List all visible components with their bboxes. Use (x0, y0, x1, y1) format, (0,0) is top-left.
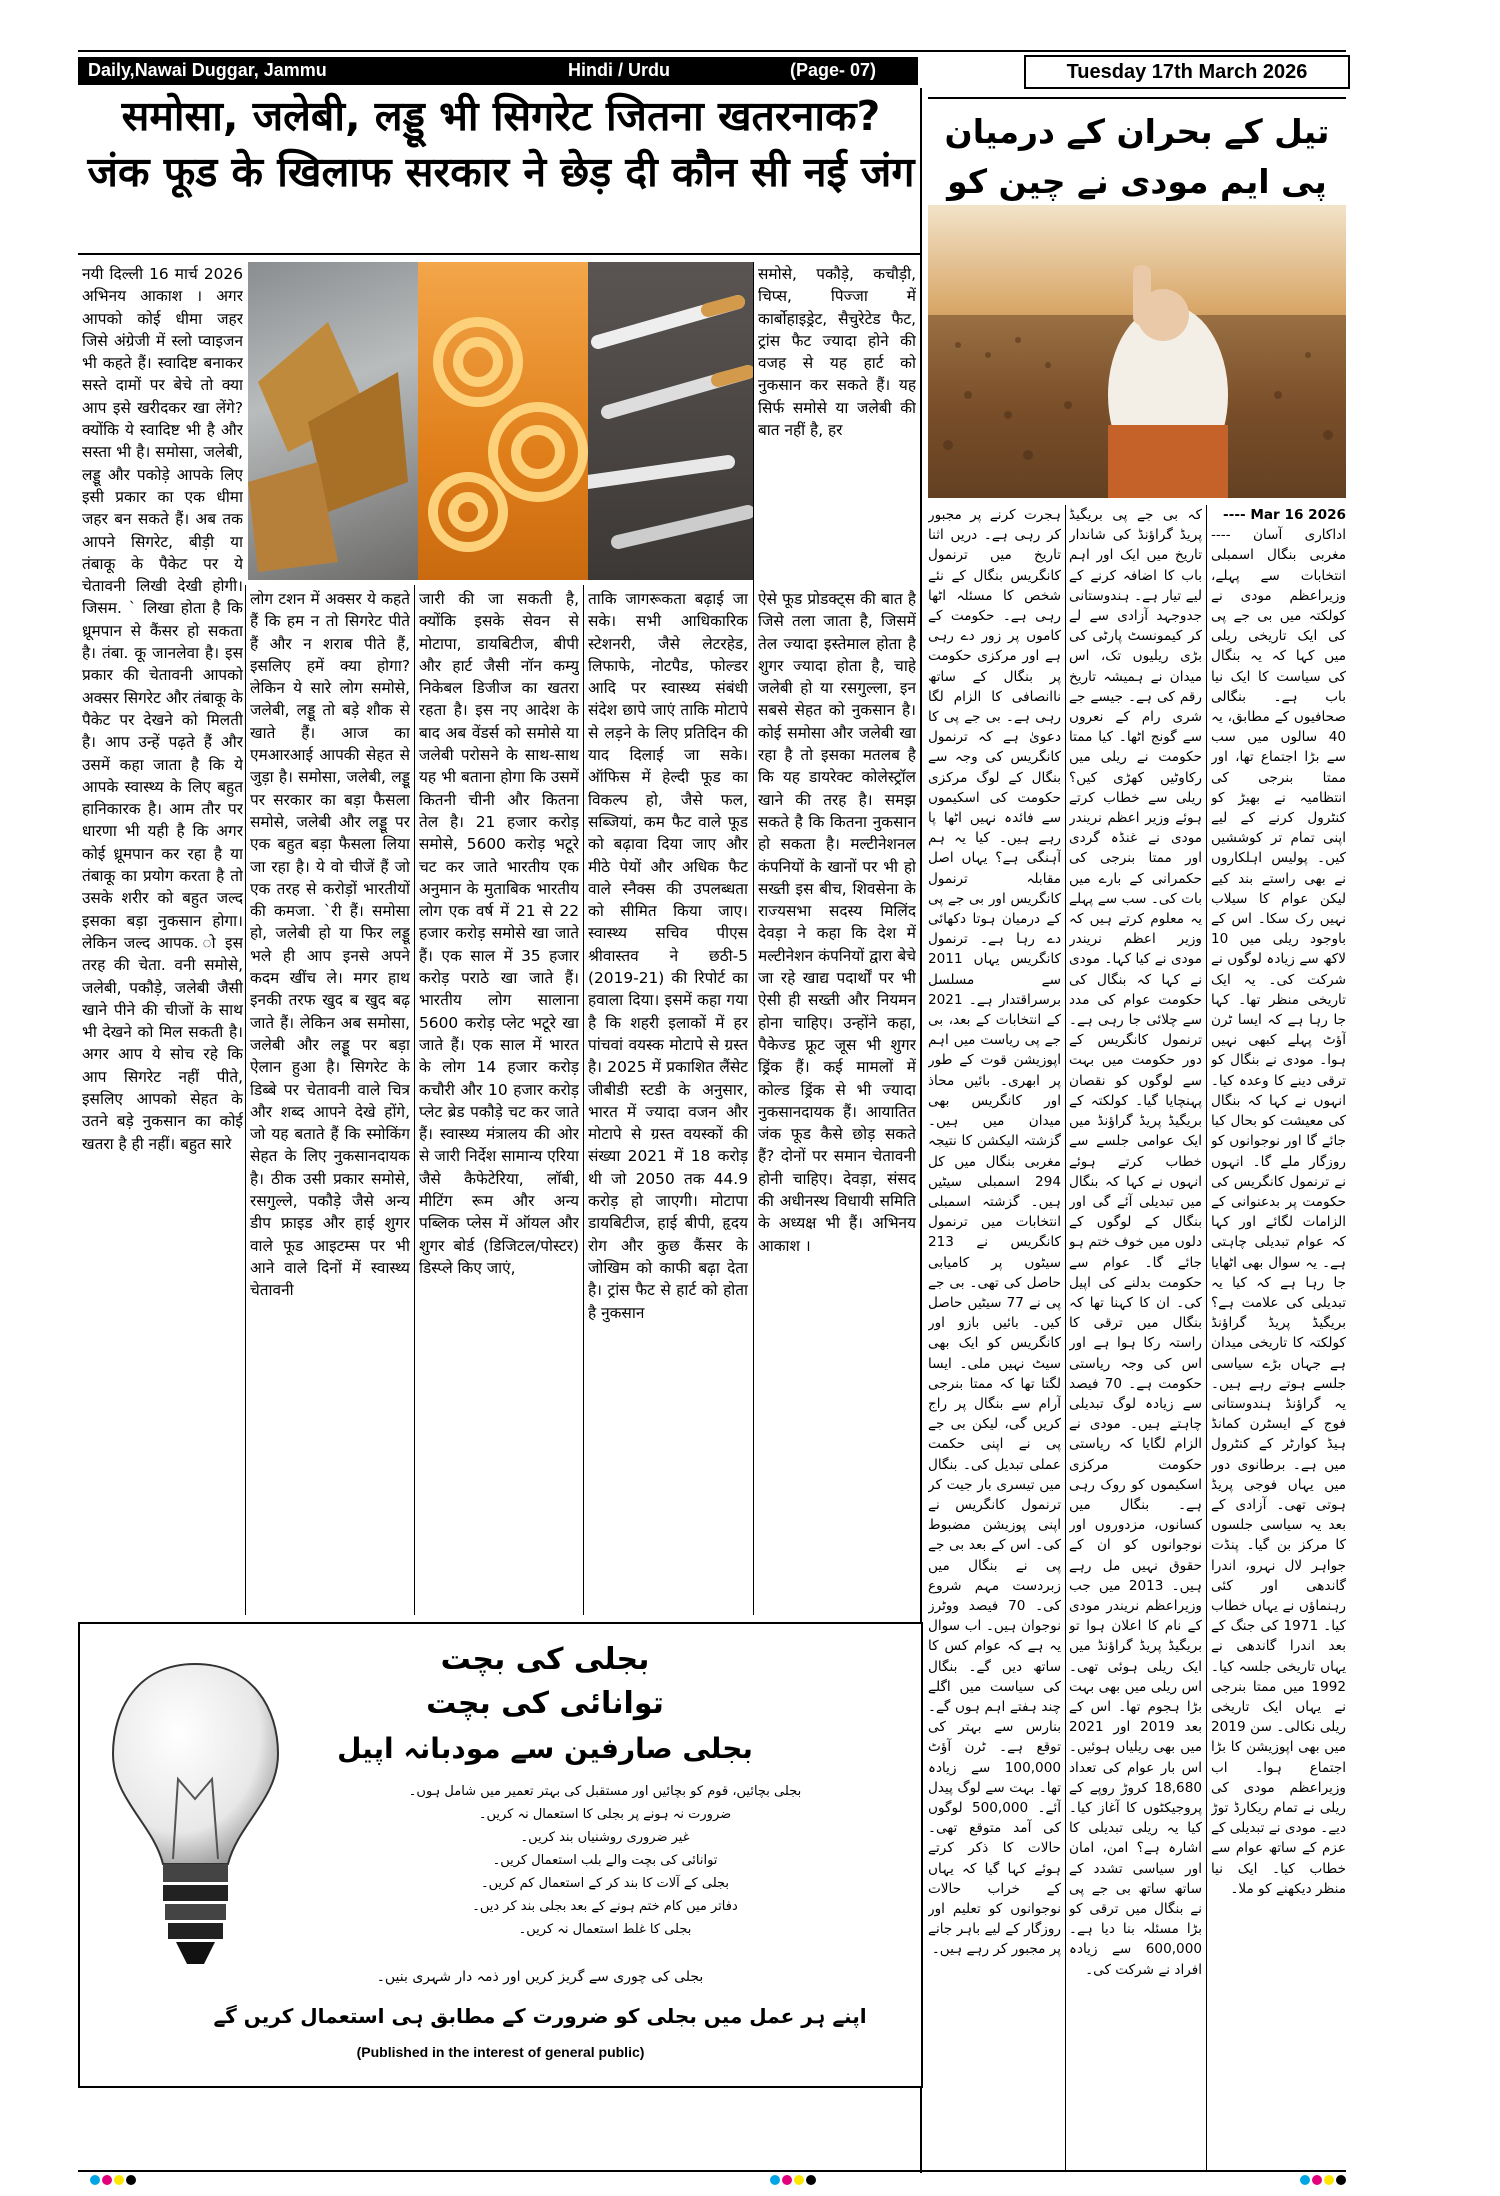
headline-rule (78, 253, 920, 255)
column-rule (1065, 505, 1066, 2170)
column-rule (753, 262, 754, 1615)
cigarette-photo (588, 262, 753, 580)
ad-line-1: بجلی کی بچت (440, 1642, 650, 1677)
hindi-column-1: नयी दिल्ली 16 मार्च 2026 अभिनय आकाश । अगर आपको कोई धीमा जहर जिसे अंग्रेजी में स्लो प्वाइजन भी कहते हैं। स्वादिष्ट बनाकर सस्ते दामों पर बेचे तो क्या आप इसे खरीदकर खा लेंगे? क्योंकि ये स्वादिष्ट भी है और सस्ता भी है। समोसा, जलेबी, लड्डू और पकोड़े आपके लिए इसी प्रकार का एक धीमा जहर बन सकते हैं। अब तक आपने सिगरेट, बीड़ी या तंबाकू के पैकेट पर ये चेतावनी लिखी देखी होगी। जिसम. ` लिखा होता है कि ध्रूमपान से कैंसर हो सकता है। तंबा. कू जानलेवा है। इस प्रकार की चेतावनी आपको अक्सर सिगरेट और तंबाकू के पैकेट पर देखने को मिलती है। आप उन्हें पढ़ते हैं और उसमें कहा जाता है कि ये आपके स्वास्थ्य के लिए बहुत हानिकारक है। आम तौर पर धारणा भी यही है कि अगर कोई ध्रूमपान कर रहा है या तंबाकू का प्रयोग करता है तो उसके शरीर को बहुत जल्द इसका बड़ा नुकसान होगा। लेकिन जल्द आपक. ो इस तरह की चेता. वनी समोसे, जलेबी, पकौड़े, जलेबी जैसी खाने पीने की चीजों के साथ भी देखने को मिल सकती है। अगर आप ये सोच रहे कि आप सिगरेट नहीं पीते, इसलिए आपको सेहत के उतने बड़े नुकसान का कोई खतरा है ही नहीं। बहुत सारे (82, 265, 243, 1153)
ad-bullet: بجلی بچائیں، قوم کو بچائیں اور مستقبل کی بہتر تعمیر میں شامل ہوں۔ (408, 1784, 802, 1799)
hindi-column-4: ताकि जागरूकता बढ़ाई जा सके। सभी आधिकारिक स्टेशनरी, जैसे लेटरहेड, लिफाफे, नोटपैड, फोल्डर आदि पर स्वास्थ्य संबंधी संदेश छापे जाएं ताकि मोटापे से लड़ने के लिए प्रतिदिन की याद दिलाई जा सके। ऑफिस में हेल्दी फूड का विकल्प हो, जैसे फल, सब्जियां, कम फैट वाले फूड को बढ़ावा दिया जाए और मीठे पेयों और अधिक फैट वाले स्नैक्स की उपलब्धता को सीमित किया जाए। स्वास्थ्य सचिव पीएस श्रीवास्तव ने छठी-5 (2019-21) की रिपोर्ट का हवाला दिया। इसमें कहा गया है कि शहरी इलाकों में हर पांचवां वयस्क मोटापे से ग्रस्त है। 2025 में प्रकाशित लैंसेट जीबीडी स्टडी के अनुसार, भारत में ज्यादा वजन और मोटापे से ग्रस्त वयस्कों की संख्या 2021 में 18 करोड़ थी जो 2050 तक 44.9 करोड़ हो जाएगी। मोटापा डायबिटीज, हाई बीपी, हृदय रोग और कुछ कैंसर के जोखिम को काफी बढ़ा देता है। ट्रांस फैट से हार्ट को होता है नुकसान (588, 590, 748, 1322)
urdu-column-1-text: اداکاری آسان ---- مغربی بنگال اسمبلی انتخابات سے پہلے، وزیراعظم مودی نے کولکتہ میں بی جے پی کی ایک تاریخی ریلی میں کہا کہ یہ بنگال کی سیاست کا ایک نیا باب ہے۔ بنگالی صحافیوں کے مطابق، یہ 40 سالوں میں سب سے بڑا اجتماع تھا، اور ممتا بنرجی کی انتظامیہ نے بھیڑ کو کنٹرول کرنے کے لیے اپنی تمام تر کوششیں کیں۔ پولیس اہلکاروں نے بھی راستے بند کیے لیکن عوام کا سیلاب نہیں رک سکا۔ اس کے باوجود ریلی میں 10 لاکھ سے زیادہ لوگوں نے شرکت کی۔ یہ ایک تاریخی منظر تھا۔ کہا جا رہا ہے کہ ایسا ٹرن آؤٹ پہلے کبھی نہیں ہوا۔ مودی نے بنگال کو ترقی دینے کا وعدہ کیا۔ انہوں نے کہا کہ بنگال کی معیشت کو بحال کیا جائے گا اور نوجوانوں کو روزگار ملے گا۔ انہوں نے ترنمول کانگریس کی حکومت پر بدعنوانی کے الزامات لگائے اور کہا کہ عوام تبدیلی چاہتی ہے۔ یہ سوال بھی اٹھایا جا رہا ہے کہ کیا یہ تبدیلی کی علامت ہے؟ بریگیڈ پریڈ گراؤنڈ کولکتہ کا تاریخی میدان ہے جہاں بڑے سیاسی جلسے ہوتے رہے ہیں۔ یہ گراؤنڈ ہندوستانی فوج کے ایسٹرن کمانڈ ہیڈ کوارٹر کے کنٹرول میں ہے۔ برطانوی دور میں یہاں فوجی پریڈ ہوتی تھی۔ آزادی کے بعد یہ سیاسی جلسوں کا مرکز بن گیا۔ پنڈت جواہر لال نہرو، اندرا گاندھی اور کئی رہنماؤں نے یہاں خطاب کیا۔ 1971 کی جنگ کے بعد اندرا گاندھی نے یہاں تاریخی جلسہ کیا۔ 1992 میں ممتا بنرجی نے یہاں ایک تاریخی ریلی نکالی۔ سن 2019 میں بھی اپوزیشن کا بڑا اجتماع ہوا۔ اب وزیراعظم مودی کی ریلی نے تمام ریکارڈ توڑ دیے۔ مودی نے تبدیلی کے عزم کے ساتھ عوام سے خطاب کیا۔ ایک نیا منظر دیکھنے کو ملا۔ (1211, 527, 1346, 1897)
cmyk-marks (90, 2175, 136, 2185)
rally-photo (928, 205, 1346, 498)
urdu-column-3: ہجرت کرنے پر مجبور کر رہی ہے۔ دریں اثنا تاریخ میں ترنمول کانگریس بنگال کے نئے شخص کا مسئلہ اٹھا رہی ہے۔ حکومت کے کاموں پر زور دے رہی ہے اور مرکزی حکومت پر بنگال کے ساتھ ناانصافی کا الزام لگا رہی ہے۔ بی جے پی کا دعویٰ ہے کہ ترنمول کانگریس کی وجہ سے بنگال کے لوگ مرکزی حکومت کی اسکیموں سے فائدہ نہیں اٹھا پا رہے ہیں۔ کیا یہ ہم آہنگی ہے؟ یہاں اصل مقابلہ ترنمول کانگریس اور بی جے پی کے درمیان ہوتا دکھائی دے رہا ہے۔ ترنمول کانگریس یہاں 2011 سے مسلسل برسراقتدار ہے۔ 2021 کے انتخابات کے بعد، بی جے پی ریاست میں اہم اپوزیشن قوت کے طور پر ابھری۔ بائیں محاذ اور کانگریس بھی میدان میں ہیں۔ گزشتہ الیکشن کا نتیجہ مغربی بنگال میں کل 294 اسمبلی سیٹیں ہیں۔ گزشتہ اسمبلی انتخابات میں ترنمول کانگریس نے 213 سیٹوں پر کامیابی حاصل کی تھی۔ بی جے پی نے 77 سیٹیں حاصل کیں۔ بائیں بازو اور کانگریس کو ایک بھی سیٹ نہیں ملی۔ ایسا لگتا تھا کہ ممتا بنرجی آرام سے بنگال پر راج کریں گی، لیکن بی جے پی نے اپنی حکمت عملی تبدیل کی۔ بنگال میں تیسری بار جیت کر ترنمول کانگریس نے اپنی پوزیشن مضبوط کی۔ اس کے بعد بی جے پی نے بنگال میں زبردست مہم شروع کی۔ 70 فیصد ووٹرز نوجوان ہیں۔ اب سوال یہ ہے کہ عوام کس کا ساتھ دیں گے۔ بنگال کی سیاست میں اگلے چند ہفتے اہم ہوں گے۔ بنارس سے بہتر کی توقع ہے۔ ٹرن آؤٹ 100,000 سے زیادہ تھا۔ بہت سے لوگ پیدل آئے۔ 500,000 لوگوں کی آمد متوقع تھی۔ حالات کا ذکر کرتے ہوئے کہا گیا کہ یہاں کے خراب حالات نوجوانوں کو تعلیم اور روزگار کے لیے باہر جانے پر مجبور کر رہے ہیں۔ (928, 507, 1061, 1958)
hindi-headline: समोसा, जलेबी, लड्डू भी सिगरेट जितना खतरनाक? जंक फूड के खिलाफ सरकार ने छेड़ दी कौन सी नई जंग (87, 92, 915, 196)
column-rule (583, 585, 584, 1615)
column-rule (245, 585, 246, 1615)
jalebi-photo (418, 262, 588, 580)
paper-name: Daily,Nawai Duggar, Jammu (88, 60, 327, 80)
ad-line-3: بجلی صارفین سے مودبانہ اپیل (337, 1732, 753, 1765)
top-rule (78, 50, 1346, 52)
hindi-column-3: जारी की जा सकती है, क्योंकि इसके सेवन से मोटापा, डायबिटीज, बीपी और हार्ट जैसी नॉन कम्यु निकेबल डिजीज का खतरा रहता है। इस नए आदेश के बाद अब वेंडर्स को समोसे या जलेबी परोसने के साथ-साथ यह भी बताना होगा कि उसमें कितनी चीनी और कितना तेल है। 21 हजार करोड़ समोसे, 5600 करोड़ भटूरे चट कर जाते भारतीय एक अनुमान के मुताबिक भारतीय लोग एक वर्ष में 21 से 22 हजार करोड़ समोसे खा जाते हैं। एक साल में 35 हजार करोड़ पराठे खा जाते हैं। भारतीय लोग सालाना 5600 करोड़ प्लेट भटूरे खा जाते हैं। एक साल में भारत के लोग 14 हजार करोड़ कचौरी और 10 हजार करोड़ प्लेट ब्रेड पकौड़े चट कर जाते हैं। स्वास्थ्य मंत्रालय की ओर से जारी निर्देश सामान्य एरिया जैसे कैफेटेरिया, लॉबी, मीटिंग रूम और अन्य पब्लिक प्लेस में ऑयल और शुगर बोर्ड (डिजिटल/पोस्टर) डिस्प्ले किए जाएं, (419, 590, 579, 1277)
urdu-dateline: 2026 Mar 16 ---- (1223, 507, 1346, 523)
ad-bullet: بجلی کے آلات کا بند کر کے استعمال کم کریں۔ (480, 1876, 730, 1891)
date-box: Tuesday 17th March 2026 (1024, 55, 1350, 89)
ad-bullet: بجلی کا غلط استعمال نہ کریں۔ (518, 1922, 692, 1937)
ad-bullet: ضرورت نہ ہونے پر بجلی کا استعمال نہ کریں۔ (478, 1807, 732, 1822)
hindi-column-5-top: समोसे, पकौड़े, कचौड़ी, चिप्स, पिज्जा में कार्बोहाइड्रेट, सैचुरेटेड फैट, ट्रांस फैट ज्यादा होने की वजह से यह हार्ट को नुकसान कर सकते हैं। यह सिर्फ समोसे या जलेबी की बात नहीं है, हर (758, 265, 916, 440)
column-rule (414, 585, 415, 1615)
urdu-column-1 (1211, 505, 1346, 2170)
urdu-column-2: کہ بی جے پی بریگیڈ پریڈ گراؤنڈ کی شاندار تاریخ میں ایک اور اہم باب کا اضافہ کرنے کے لیے تیار ہے۔ ہندوستانی جدوجہد آزادی سے لے کر کیمونسٹ پارٹی کی بڑی ریلیوں تک، اس میدان نے ہمیشہ تاریخ رقم کی ہے۔ جیسے جے شری رام کے نعروں سے گونج اٹھا۔ کیا ممتا حکومت نے ریلی میں رکاوٹیں کھڑی کیں؟ ریلی سے خطاب کرتے ہوئے وزیر اعظم نریندر مودی نے غنڈہ گردی اور ممتا بنرجی کی حکمرانی کے بارے میں بات کی۔ سب سے پہلے یہ معلوم کرتے ہیں کہ وزیر اعظم نریندر مودی نے کیا کہا۔ مودی نے کہا کہ بنگال کی حکومت عوام کی مدد سے چلائی جا رہی ہے۔ ترنمول کانگریس کے دور حکومت میں بہت سے لوگوں کو نقصان پہنچایا گیا۔ کولکتہ کے بریگیڈ پریڈ گراؤنڈ میں ایک عوامی جلسے سے خطاب کرتے ہوئے انہوں نے کہا کہ بنگال میں تبدیلی آئے گی اور بنگال کے لوگوں کے دلوں میں خوف ختم ہو جائے گا۔ عوام سے حکومت بدلنے کی اپیل کی۔ ان کا کہنا تھا کہ بنگال میں ترقی کا راستہ رکا ہوا ہے اور اس کی وجہ ریاستی حکومت ہے۔ 70 فیصد سے زیادہ لوگ تبدیلی چاہتے ہیں۔ مودی نے الزام لگایا کہ ریاستی حکومت مرکزی اسکیموں کو روک رہی ہے۔ بنگال میں کسانوں، مزدوروں اور نوجوانوں کو ان کے حقوق نہیں مل رہے ہیں۔ 2013 میں جب وزیراعظم نریندر مودی کے نام کا اعلان ہوا تو بریگیڈ پریڈ گراؤنڈ میں ایک ریلی ہوئی تھی۔ اس ریلی میں بھی بہت بڑا ہجوم تھا۔ اس کے بعد 2019 اور 2021 میں بھی ریلیاں ہوئیں۔ اس بار عوام کی تعداد 18,680 کروڑ روپے کے پروجیکٹوں کا آغاز کیا۔ کیا یہ ریلی تبدیلی کا اشارہ ہے؟ امن، امان اور سیاسی تشدد کے ساتھ ساتھ بی جے پی نے بنگال میں ترقی کو بڑا مسئلہ بنا دیا ہے۔ 600,000 سے زیادہ افراد نے شرکت کی۔ (1069, 507, 1202, 1978)
column-rule (1206, 505, 1207, 2170)
ad-bullet: بجلی کی چوری سے گریز کریں اور ذمہ دار شہری بنیں۔ (376, 1969, 704, 1985)
page-number: (Page- 07) (790, 60, 877, 80)
samosa-photo (248, 262, 418, 580)
urdu-top-rule (928, 97, 1346, 99)
urdu-headline: تیل کے بحران کے درمیان پی ایم مودی نے چین کو (944, 112, 1330, 201)
ad-line-2: توانائی کی بچت (426, 1686, 664, 1721)
cmyk-marks (770, 2175, 816, 2185)
language-label: Hindi / Urdu (568, 60, 670, 80)
ad-bullet: دفاتر میں کام ختم ہونے کے بعد بجلی بند کر دیں۔ (472, 1899, 738, 1914)
light-bulb-icon (108, 1659, 283, 1989)
ad-bullet: توانائی کی بچت والے بلب استعمال کریں۔ (492, 1853, 718, 1868)
ad-bullet: اپنے ہر عمل میں بجلی کو ضرورت کے مطابق ہی استعمال کریں گے (213, 2004, 867, 2028)
ad-bullet: غیر ضروری روشنیاں بند کریں۔ (520, 1830, 690, 1845)
cmyk-marks (1300, 2175, 1346, 2185)
hindi-column-5: ऐसे फूड प्रोडक्ट्स की बात है जिसे तला जाता है, जिसमें तेल ज्यादा इस्तेमाल होता है शुगर ज्यादा होता है, चाहे जलेबी हो या रसगुल्ला, इन सबसे सेहत को नुकसान है। कोई समोसा और जलेबी खा रहा है तो इसका मतलब है कि यह डायरेक्ट कोलेस्ट्रॉल खाने की तरह है। समझ सकते है कि कितना नुकसान हो सकता है। मल्टीनेशनल कंपनियों के खानों पर भी हो सख्ती इस बीच, शिवसेना के राज्यसभा सदस्य मिलिंद देवड़ा ने कहा कि देश में मल्टीनेशन कंपनियों द्वारा बेचे जा रहे खाद्य पदार्थों पर भी ऐसी ही सख्ती और नियमन होना चाहिए। उन्होंने कहा, पैकेज्ड फ्रूट जूस भी शुगर ड्रिंक हैं। कई मामलों में कोल्ड ड्रिंक से भी ज्यादा नुकसानदायक हैं। आयातित जंक फूड कैसे छोड़ सकते हैं? दोनों पर समान चेतावनी होनी चाहिए। देवड़ा, संसद की अधीनस्थ विधायी समिति के अध्यक्ष भी हैं। अभिनय आकाश । (758, 590, 916, 1255)
hindi-column-2: लोग टशन में अक्सर ये कहते हैं कि हम न तो सिगरेट पीते हैं और न शराब पीते हैं, इसलिए हमें क्या होगा? लेकिन ये सारे लोग समोसे, जलेबी, लड्डू तो बड़े शौक से खाते हैं। आज का एमआरआई आपकी सेहत से जुड़ा है। समोसा, जलेबी, लड्डू पर सरकार का बड़ा फैसला समोसे, जलेबी और लड्डू पर एक बहुत बड़ा फैसला लिया जा रहा है। ये वो चीजें हैं जो एक तरह से करोड़ों भारतीयों की कमजा. `री हैं। समोसा हो, जलेबी हो या फिर लड्डू भले ही आप इनसे अपने कदम खींच ले। मगर हाथ इनकी तरफ खुद ब खुद बढ़ जाते हैं। लेकिन अब समोसा, जलेबी और लड्डू पर बड़ा ऐलान हुआ है। सिगरेट के डिब्बे पर चेतावनी वाले चित्र और शब्द आपने देखे होंगे, जो यह बताते हैं कि स्मोकिंग सेहत के लिए नुकसानदायक है। ठीक उसी प्रकार समोसे, रसगुल्ले, पकौड़े जैसे अन्य डीप फ्राइड और हाई शुगर वाले फूड आइटम्स पर भी आने वाले दिनों में स्वास्थ्य चेतावनी (250, 590, 410, 1300)
ad-footer: (Published in the interest of general public) (356, 2044, 645, 2060)
electricity-ad (78, 1622, 923, 2088)
bottom-rule (78, 2170, 1346, 2172)
